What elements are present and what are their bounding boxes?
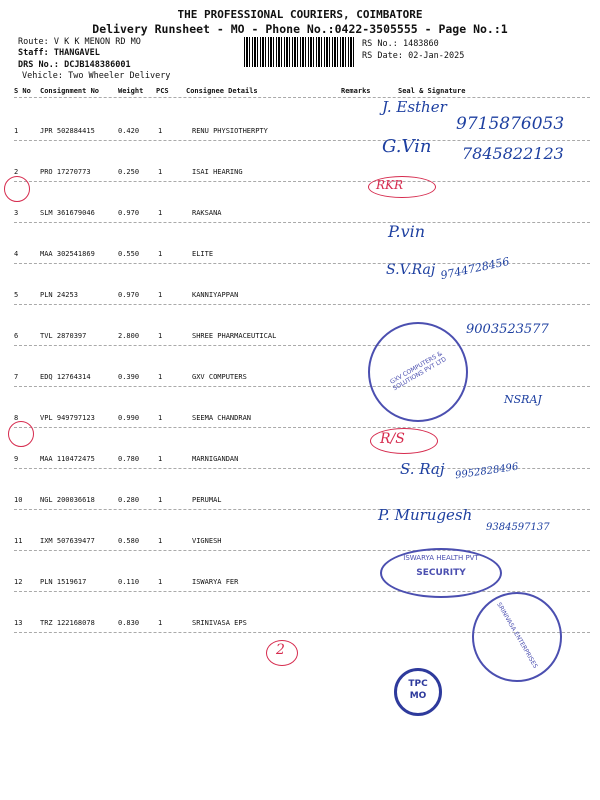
staff-line xyxy=(18,48,100,58)
row-consignment-no: PLN 24253 xyxy=(40,291,78,299)
vehicle-line xyxy=(22,71,170,81)
row-consignee: ELITE xyxy=(192,250,214,258)
row-pcs: 1 xyxy=(158,496,163,504)
signature-5: S.V.Raj xyxy=(386,262,436,278)
row-consignee: SHREE PHARMACEUTICAL xyxy=(192,332,277,340)
col-sno: S No xyxy=(14,87,31,95)
route-line xyxy=(18,37,141,47)
row-consignee: KANNIYAPPAN xyxy=(192,291,239,299)
row-pcs: 1 xyxy=(158,578,163,586)
row-consignment-no: SLM 361679046 xyxy=(40,209,95,217)
row-consignee: SRINIVASA EPS xyxy=(192,619,247,627)
row-sno: 7 xyxy=(14,373,19,381)
row-consignee: ISAI HEARING xyxy=(192,168,243,176)
row-sno: 11 xyxy=(14,537,23,545)
row-pcs: 1 xyxy=(158,127,163,135)
vehicle-label: Vehicle: xyxy=(22,71,63,81)
circle-mark-3 xyxy=(4,176,30,202)
row-weight: 0.110 xyxy=(118,578,140,586)
iswarya-stamp-top: ISWARYA HEALTH PVT xyxy=(403,554,479,562)
table-row xyxy=(0,222,600,263)
row-pcs: 1 xyxy=(158,373,163,381)
row-pcs: 1 xyxy=(158,455,163,463)
rs-no-line xyxy=(362,39,439,49)
signature-8: NSRAJ xyxy=(504,393,542,406)
drs-value: DCJB148386001 xyxy=(64,60,131,70)
table-row xyxy=(0,468,600,509)
phone-11: 9384597137 xyxy=(486,522,550,533)
iswarya-stamp-mid: SECURITY xyxy=(416,568,466,578)
route-label: Route: xyxy=(18,37,49,47)
row-consignee: RENU PHYSIOTHERPTY xyxy=(192,127,268,135)
row-weight: 0.580 xyxy=(118,537,140,545)
row-weight: 0.390 xyxy=(118,373,140,381)
rs-date-value: 02-Jan-2025 xyxy=(408,51,465,61)
row-consignment-no: MAA 302541869 xyxy=(40,250,95,258)
signature-2: G.Vin xyxy=(382,136,432,157)
row-weight: 0.830 xyxy=(118,619,140,627)
row-consignee: ISWARYA FER xyxy=(192,578,239,586)
col-pcs: PCS xyxy=(156,87,169,95)
phone-2: 7845822123 xyxy=(462,144,564,163)
row-sno: 9 xyxy=(14,455,19,463)
table-row xyxy=(0,550,600,591)
signature-3: RKR xyxy=(376,178,404,192)
row-sno: 6 xyxy=(14,332,19,340)
row-pcs: 1 xyxy=(158,250,163,258)
col-weight: Weight xyxy=(118,87,144,95)
tpc-stamp-top: TPC xyxy=(408,679,428,689)
page-mark: 2 xyxy=(276,642,285,658)
row-sno: 8 xyxy=(14,414,19,422)
row-weight: 0.990 xyxy=(118,414,140,422)
signature-9: R/S xyxy=(380,431,405,447)
row-weight: 2.800 xyxy=(118,332,140,340)
signature-11: P. Murugesh xyxy=(378,506,473,524)
row-sno: 4 xyxy=(14,250,19,258)
row-weight: 0.280 xyxy=(118,496,140,504)
rs-date-line xyxy=(362,51,464,61)
row-pcs: 1 xyxy=(158,291,163,299)
row-sno: 13 xyxy=(14,619,23,627)
phone-10: 9952828496 xyxy=(454,461,520,482)
row-weight: 0.420 xyxy=(118,127,140,135)
gxv-stamp-text: GXV COMPUTERS & SOLUTIONS PVT LTD xyxy=(388,350,448,393)
row-weight: 0.250 xyxy=(118,168,140,176)
row-weight: 0.780 xyxy=(118,455,140,463)
row-weight: 0.550 xyxy=(118,250,140,258)
row-consignment-no: TVL 2870397 xyxy=(40,332,87,340)
row-sno: 10 xyxy=(14,496,23,504)
staff-value: THANGAVEL xyxy=(53,48,100,58)
company-title: THE PROFESSIONAL COURIERS, COIMBATORE xyxy=(177,8,423,21)
rs-date-label: RS Date: xyxy=(362,51,403,61)
row-pcs: 1 xyxy=(158,537,163,545)
col-consignee: Consignee Details xyxy=(186,87,258,95)
iswarya-stamp xyxy=(380,548,502,598)
col-seal-signature: Seal & Signature xyxy=(398,87,466,95)
row-pcs: 1 xyxy=(158,209,163,217)
srinivasa-stamp-text: SRINIVASA ENTERPRISES xyxy=(495,601,539,670)
table-row xyxy=(0,181,600,222)
phone-5: 9744728456 xyxy=(439,254,511,283)
row-consignee: GXV COMPUTERS xyxy=(192,373,247,381)
table-row xyxy=(0,345,600,386)
phone-6: 9003523577 xyxy=(466,322,549,337)
row-pcs: 1 xyxy=(158,414,163,422)
tpc-stamp xyxy=(394,668,442,716)
circle-mark-9 xyxy=(8,421,34,447)
row-consignment-no: TRZ 122168078 xyxy=(40,619,95,627)
row-weight: 0.970 xyxy=(118,209,140,217)
row-sno: 3 xyxy=(14,209,19,217)
row-consignment-no: VPL 949797123 xyxy=(40,414,95,422)
header-divider xyxy=(14,97,590,98)
row-consignee: PERUMAL xyxy=(192,496,222,504)
phone-1: 9715876053 xyxy=(456,114,565,134)
row-consignee: SEEMA CHANDRAN xyxy=(192,414,252,422)
drs-label: DRS No.: xyxy=(18,60,59,70)
row-sno: 2 xyxy=(14,168,19,176)
signature-10: S. Raj xyxy=(400,460,445,478)
row-sno: 5 xyxy=(14,291,19,299)
route-value: V K K MENON RD MO xyxy=(53,37,141,47)
row-pcs: 1 xyxy=(158,168,163,176)
table-row xyxy=(0,263,600,304)
drs-line xyxy=(18,60,131,70)
rs-no-label: RS No.: xyxy=(362,39,398,49)
tpc-stamp-bottom: MO xyxy=(409,691,427,701)
row-sno: 12 xyxy=(14,578,23,586)
srinivasa-stamp xyxy=(472,592,562,682)
row-sno: 1 xyxy=(14,127,19,135)
row-consignee: MARNIGANDAN xyxy=(192,455,239,463)
row-consignment-no: EDQ 12764314 xyxy=(40,373,91,381)
row-weight: 0.970 xyxy=(118,291,140,299)
gxv-stamp xyxy=(368,322,468,422)
rs-no-value: 1483860 xyxy=(402,39,439,49)
signature-4: P.vin xyxy=(388,222,426,241)
row-pcs: 1 xyxy=(158,619,163,627)
vehicle-value: Two Wheeler Delivery xyxy=(68,71,171,81)
row-pcs: 1 xyxy=(158,332,163,340)
row-consignee: RAKSANA xyxy=(192,209,222,217)
col-remarks: Remarks xyxy=(341,87,371,95)
row-consignment-no: JPR 502884415 xyxy=(40,127,95,135)
row-consignment-no: PRO 17270773 xyxy=(40,168,91,176)
barcode xyxy=(244,37,354,67)
col-consignment: Consignment No xyxy=(40,87,100,95)
row-consignment-no: MAA 110472475 xyxy=(40,455,95,463)
staff-label: Staff: xyxy=(18,48,49,58)
row-consignee: VIGNESH xyxy=(192,537,222,545)
signature-1: J. Esther xyxy=(382,98,447,116)
row-consignment-no: NGL 200036618 xyxy=(40,496,95,504)
runsheet-title: Delivery Runsheet - MO - Phone No.:0422-3505555 - Page No.:1 xyxy=(92,22,508,36)
row-consignment-no: IXM 507639477 xyxy=(40,537,95,545)
row-consignment-no: PLN 1519617 xyxy=(40,578,87,586)
